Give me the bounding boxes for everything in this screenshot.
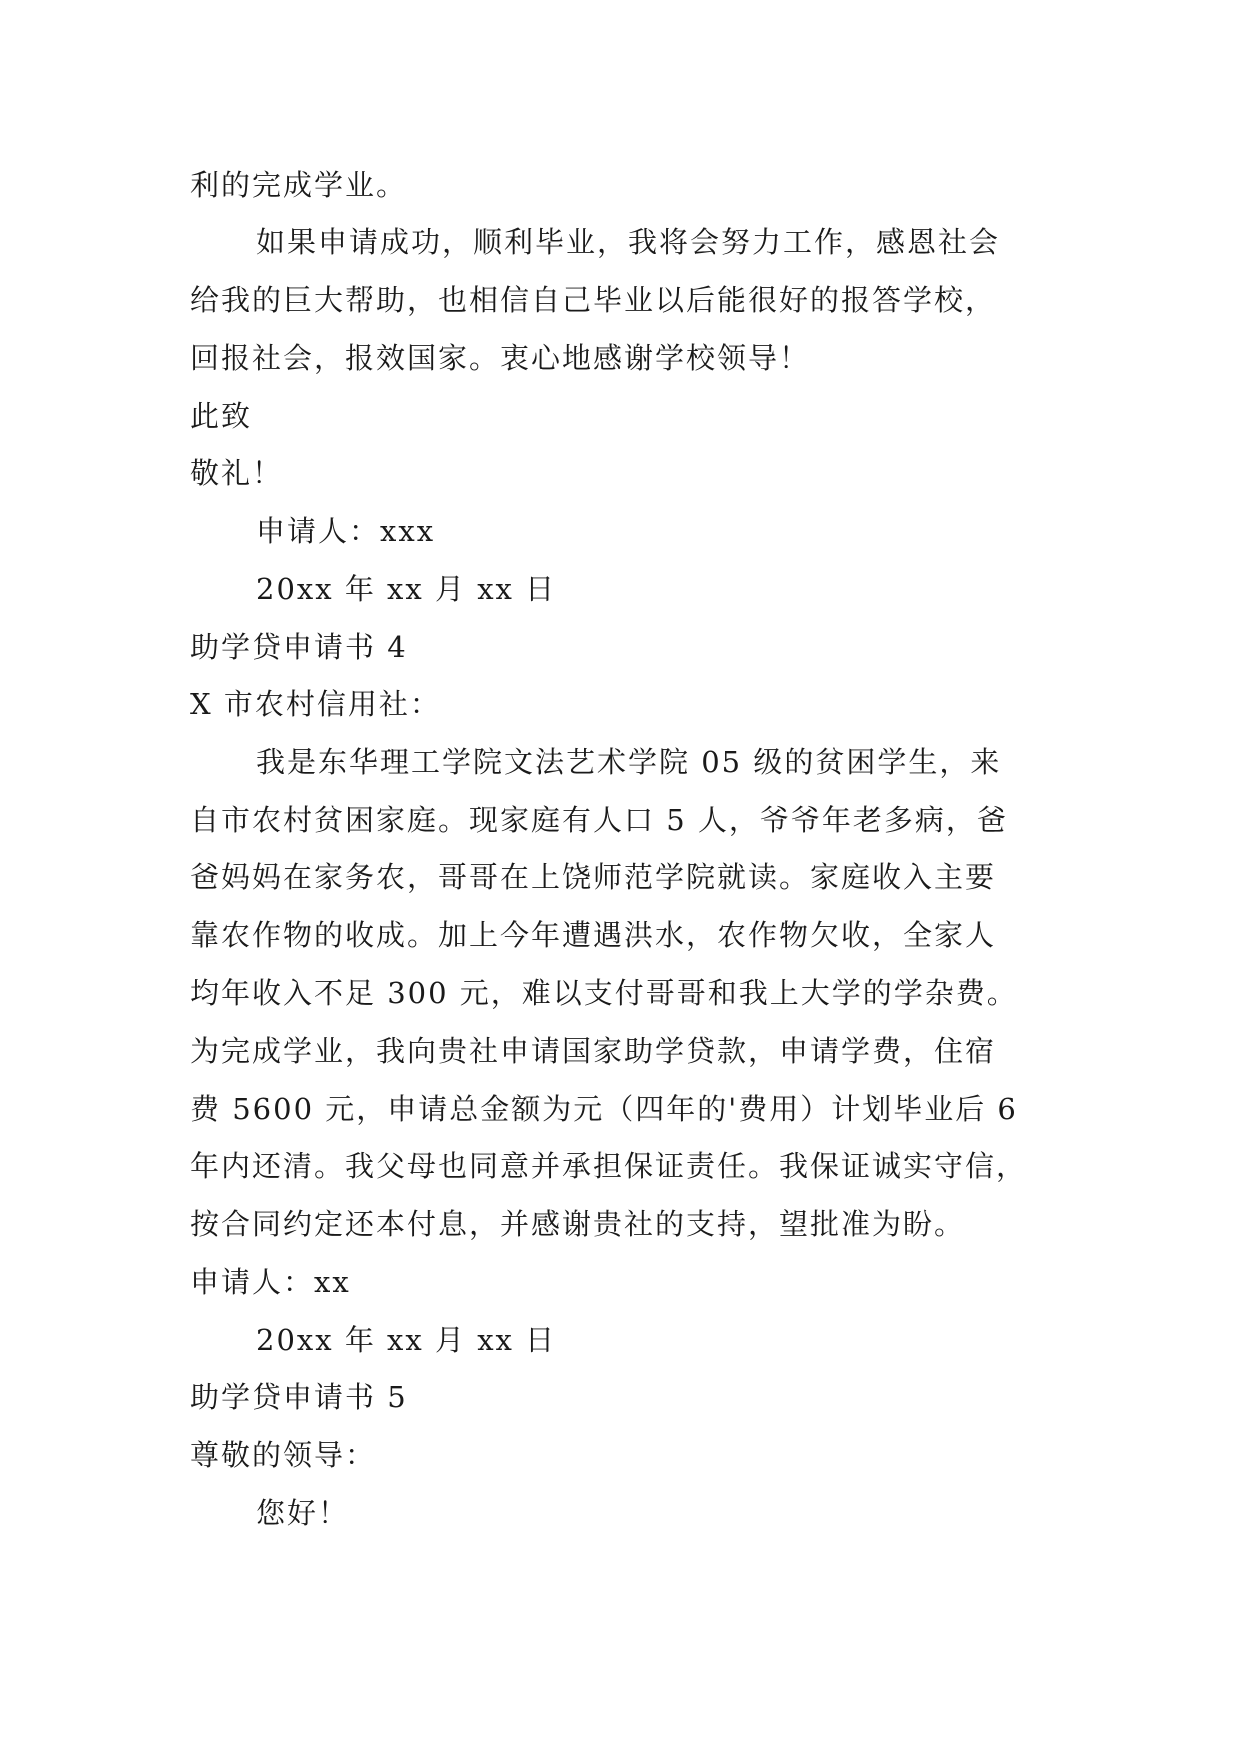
- salutation: X 市农村信用社：: [190, 687, 441, 721]
- closing-text: 此致: [190, 399, 253, 433]
- text-line: 靠农作物的收成。加上今年遭遇洪水，农作物欠收，全家人: [190, 918, 997, 952]
- text-line: 均年收入不足 300 元，难以支付哥哥和我上大学的学杂费。: [190, 976, 1018, 1010]
- text-line: 爸妈妈在家务农，哥哥在上饶师范学院就读。家庭收入主要: [190, 860, 997, 894]
- applicant-line: 申请人：xx: [190, 1265, 351, 1299]
- text-line: 按合同约定还本付息，并感谢贵社的支持，望批准为盼。: [190, 1207, 966, 1241]
- text-line: 为完成学业，我向贵社申请国家助学贷款，申请学费，住宿: [190, 1034, 997, 1068]
- greeting: 您好！: [256, 1496, 350, 1530]
- text-line: 回报社会，报效国家。衷心地感谢学校领导！: [190, 341, 811, 375]
- text-line: 自市农村贫困家庭。现家庭有人口 5 人，爷爷年老多病，爸: [190, 803, 1008, 837]
- text-line: 利的完成学业。: [190, 168, 408, 202]
- text-line: 年内还清。我父母也同意并承担保证责任。我保证诚实守信，: [190, 1149, 1028, 1183]
- applicant-line: 申请人：xxx: [256, 514, 436, 548]
- section-heading: 助学贷申请书 4: [190, 630, 408, 664]
- date-line: 20xx 年 xx 月 xx 日: [256, 572, 557, 606]
- text-line: 给我的巨大帮助，也相信自己毕业以后能很好的报答学校，: [190, 283, 997, 317]
- text-line: 如果申请成功，顺利毕业，我将会努力工作，感恩社会: [256, 225, 1001, 259]
- date-line: 20xx 年 xx 月 xx 日: [256, 1323, 557, 1357]
- salutation: 尊敬的领导：: [190, 1438, 377, 1472]
- section-heading: 助学贷申请书 5: [190, 1380, 408, 1414]
- text-line: 费 5600 元，申请总金额为元（四年的'费用）计划毕业后 6: [190, 1092, 1018, 1126]
- text-line: 我是东华理工学院文法艺术学院 05 级的贫困学生，来: [256, 745, 1002, 779]
- closing-text: 敬礼！: [190, 456, 284, 490]
